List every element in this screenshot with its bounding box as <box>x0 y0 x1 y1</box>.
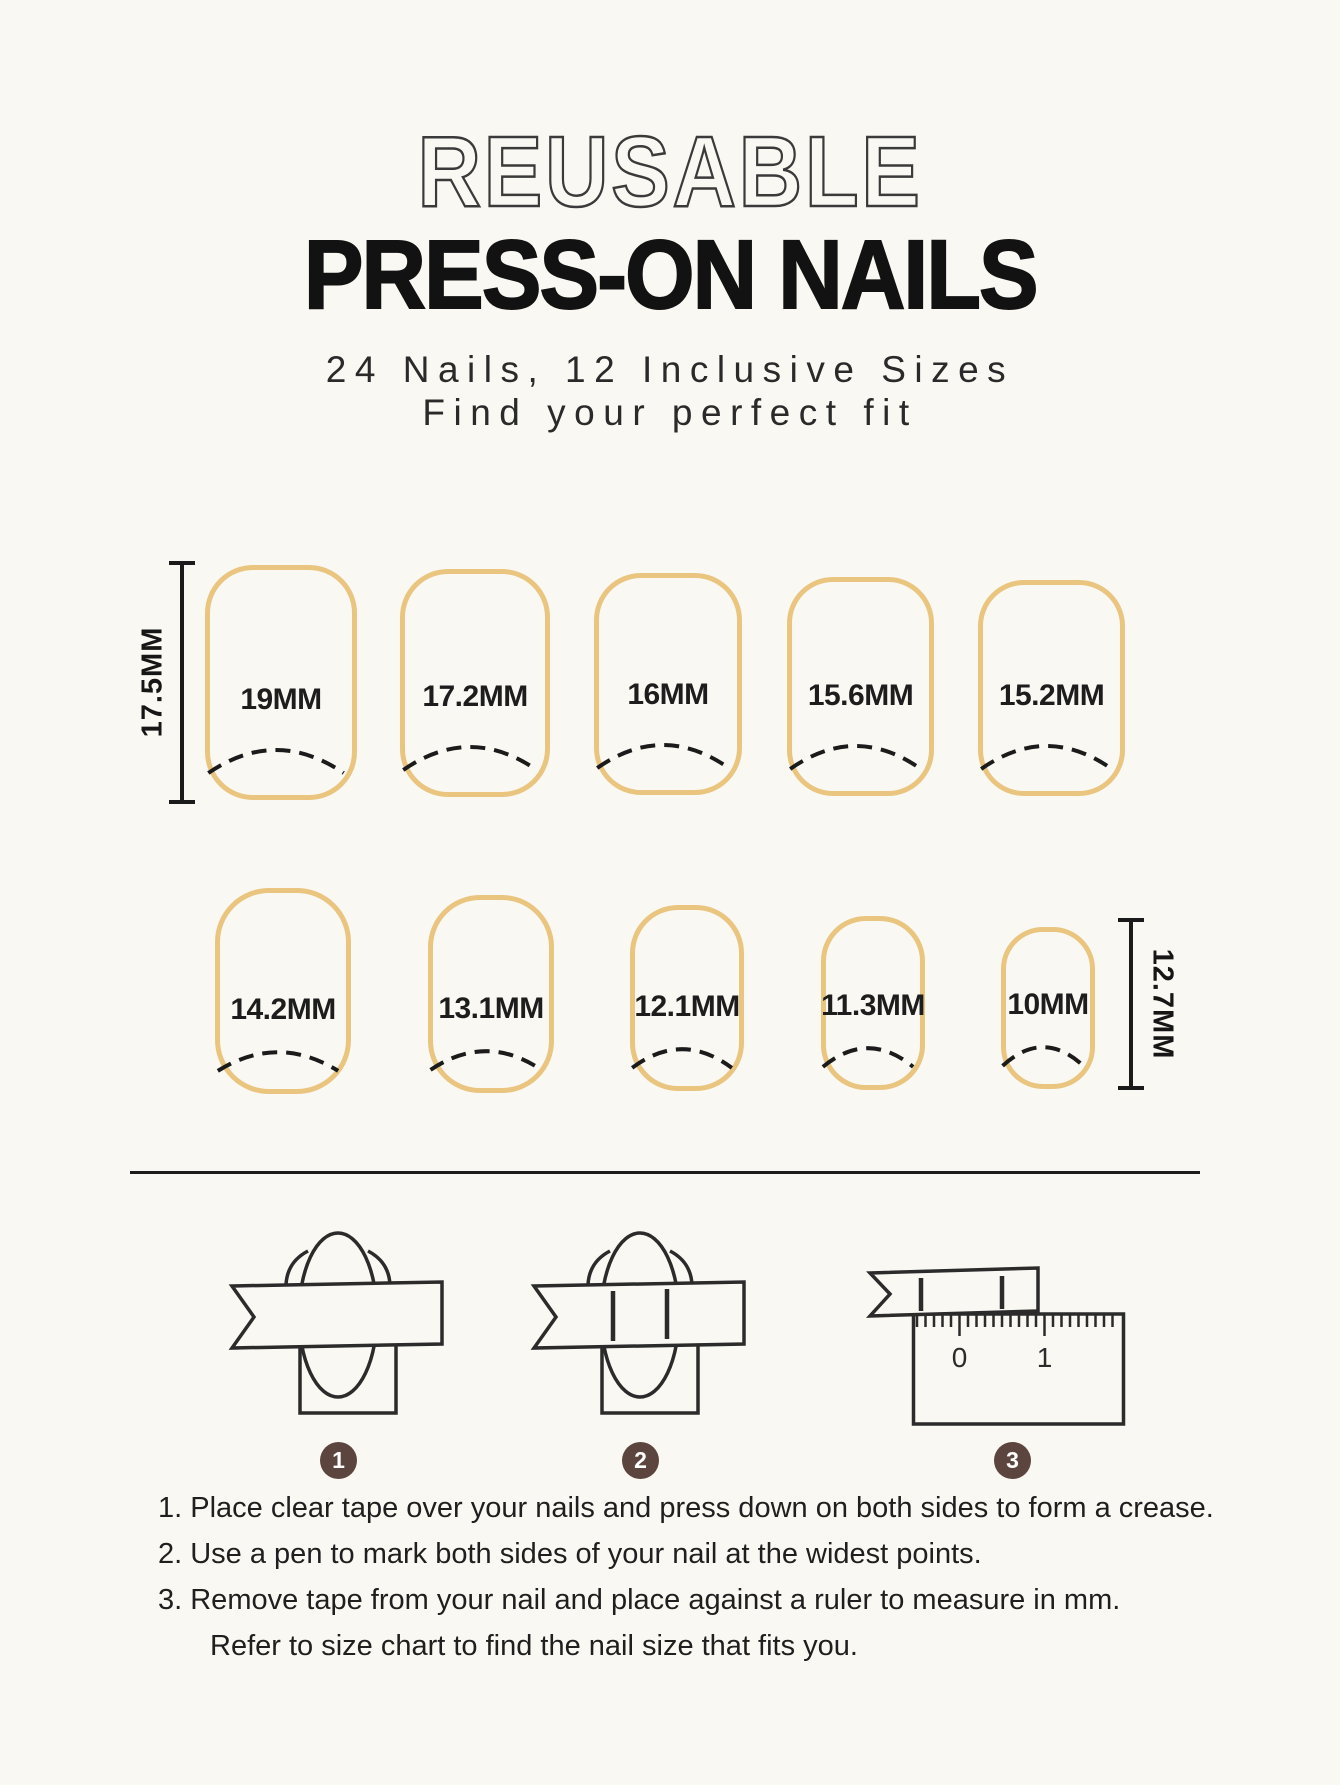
page-title-main <box>0 220 1340 329</box>
step-2-badge: 2 <box>622 1442 659 1479</box>
nail-width-dash-arc <box>977 715 1116 779</box>
nail-size-10mm <box>1001 927 1095 1089</box>
nail-width-dash-arc <box>1000 1022 1086 1074</box>
instruction-step-3: 3. Remove tape from your nail and place against a ruler to measure in mm. <box>158 1584 1121 1616</box>
step-3-badge: 3 <box>994 1442 1031 1479</box>
nail-width-dash-arc <box>427 1026 545 1078</box>
nail-size-label: 16MM <box>627 678 709 711</box>
nail-size-15-6mm <box>787 577 934 796</box>
subtitle-line-1: 24 Nails, 12 Inclusive Sizes <box>325 349 1015 390</box>
nail-width-dash-arc <box>820 1023 916 1075</box>
nail-size-13-1mm <box>428 895 554 1093</box>
row1-height-measure-line <box>180 561 184 804</box>
instructions <box>158 1492 1288 1676</box>
nail-size-label: 15.2MM <box>998 679 1105 712</box>
finger-tape-illustration <box>228 1212 448 1427</box>
nail-size-12-1mm <box>630 905 744 1091</box>
nail-size-label: 11.3MM <box>821 989 925 1022</box>
nail-size-14-2mm <box>215 888 351 1094</box>
nail-width-dash-arc <box>786 715 925 779</box>
step-1-badge: 1 <box>320 1442 357 1479</box>
nail-size-19mm <box>205 565 357 800</box>
nail-width-dash-arc <box>214 1027 342 1079</box>
nail-width-dash-arc <box>399 716 541 780</box>
nail-size-label: 17.2MM <box>422 680 528 713</box>
page-title-outline-text: REUSABLE <box>417 116 923 228</box>
nail-width-dash-arc <box>204 719 348 783</box>
instruction-step-3-continued: Refer to size chart to find the nail size that fits you. <box>210 1630 858 1662</box>
section-divider <box>130 1171 1200 1174</box>
nail-size-label: 10MM <box>1007 988 1089 1021</box>
row2-height-label: 12.7MM <box>1146 948 1179 1060</box>
nail-size-11-3mm <box>821 916 925 1090</box>
finger-tape-marks-illustration <box>530 1212 750 1427</box>
nail-size-label: 19MM <box>240 683 322 716</box>
row1-height-label: 17.5MM <box>136 626 169 738</box>
nail-width-dash-arc <box>593 714 733 778</box>
instruction-step-2: 2. Use a pen to mark both sides of your nail at the widest points. <box>158 1538 982 1570</box>
nail-size-16mm <box>594 573 742 795</box>
subtitle-line-2: Find your perfect fit <box>422 392 918 433</box>
nail-width-dash-arc <box>629 1024 735 1076</box>
row2-height-measure-line <box>1129 918 1133 1090</box>
nail-size-label: 15.6MM <box>807 679 914 712</box>
instruction-step-1: 1. Place clear tape over your nails and press down on both sides to form a crease. <box>158 1492 1214 1524</box>
nail-size-label: 13.1MM <box>438 992 544 1025</box>
ruler-number-0: 0 <box>951 1342 968 1373</box>
page-title-main-text: PRESS-ON NAILS <box>303 220 1037 329</box>
ruler-illustration <box>845 1245 1135 1440</box>
ruler-number-1: 1 <box>1036 1342 1053 1373</box>
nail-size-15-2mm <box>978 580 1125 796</box>
nail-size-label: 14.2MM <box>230 993 336 1026</box>
page-title-outline <box>0 116 1340 228</box>
nail-size-label: 12.1MM <box>634 990 740 1023</box>
nail-size-17-2mm <box>400 569 550 797</box>
